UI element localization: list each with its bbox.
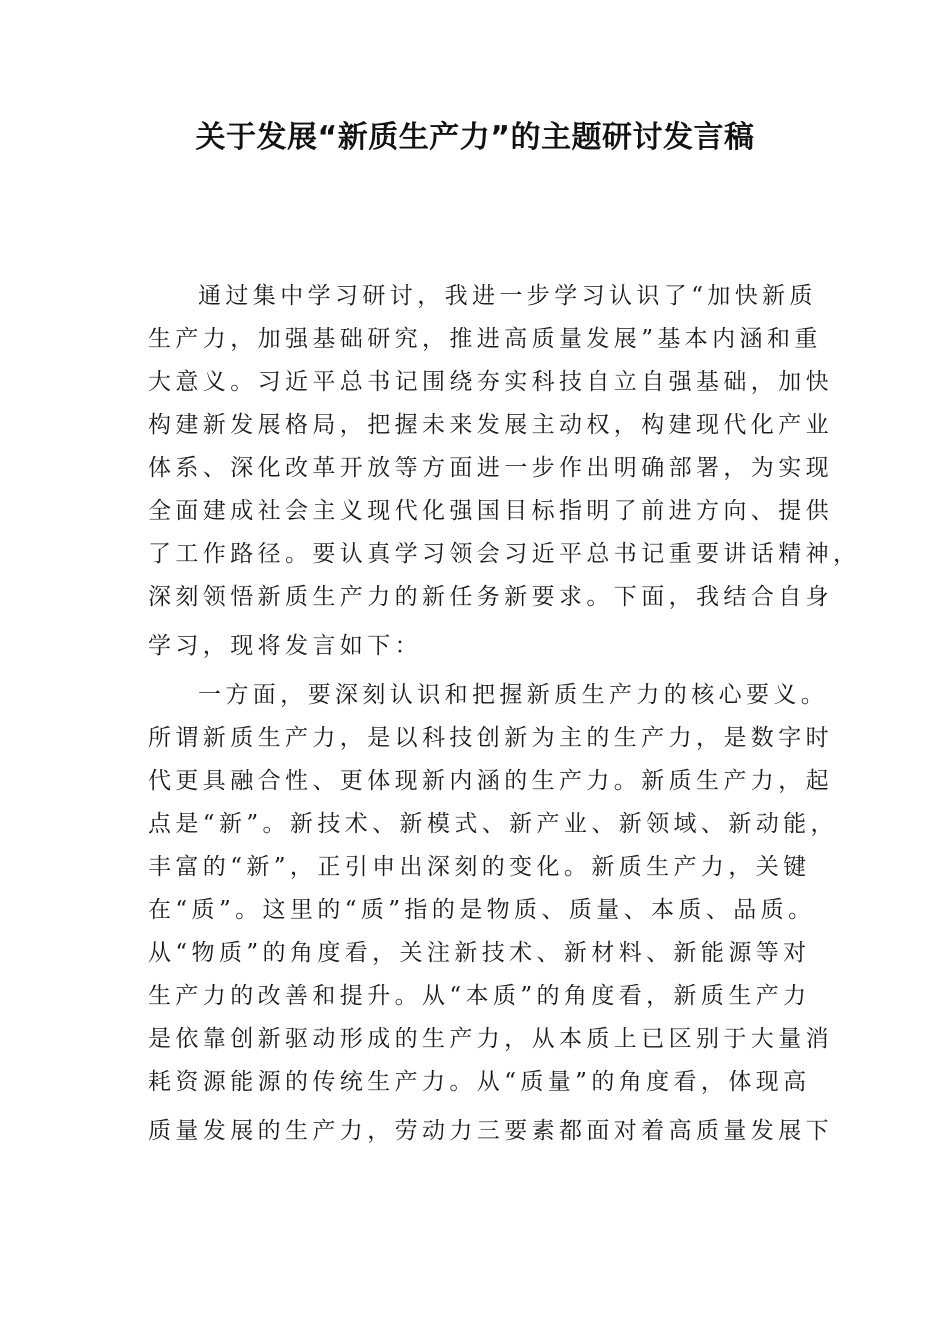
paragraph-line: 在“质”。这里的“质”指的是物质、质量、本质、品质。 — [148, 897, 816, 923]
paragraph-line: 从“物质”的角度看，关注新技术、新材料、新能源等对 — [148, 940, 811, 966]
document-body — [148, 275, 861, 1153]
paragraph-line: 深刻领悟新质生产力的新任务新要求。下面，我结合自身 — [148, 584, 833, 610]
document-title: 关于发展“新质生产力”的主题研讨发言稿 — [195, 120, 755, 155]
paragraph-line: 点是“新”。新技术、新模式、新产业、新领域、新动能， — [148, 811, 838, 837]
paragraph-line: 了工作路径。要认真学习领会习近平总书记重要讲话精神， — [148, 541, 861, 567]
paragraph-line: 耗资源能源的传统生产力。从“质量”的角度看，体现高 — [148, 1069, 811, 1095]
paragraph-line: 丰富的“新”，正引申出深刻的变化。新质生产力，关键 — [148, 854, 811, 880]
paragraph-line: 一方面，要深刻认识和把握新质生产力的核心要义。 — [198, 682, 829, 708]
paragraph-line: 生产力，加强基础研究，推进高质量发展”基本内涵和重 — [148, 326, 822, 352]
paragraph-line: 生产力的改善和提升。从“本质”的角度看，新质生产力 — [148, 983, 811, 1009]
paragraph-line: 大意义。习近平总书记围绕夯实科技自立自强基础，加快 — [148, 369, 833, 395]
paragraph-line: 所谓新质生产力，是以科技创新为主的生产力，是数字时 — [148, 725, 833, 751]
paragraph-line: 是依靠创新驱动形成的生产力，从本质上已区别于大量消 — [148, 1026, 833, 1052]
paragraph-line: 学习，现将发言如下： — [148, 633, 422, 659]
paragraph-line: 通过集中学习研讨，我进一步学习认识了“加快新质 — [198, 283, 817, 309]
paragraph-line: 质量发展的生产力，劳动力三要素都面对着高质量发展下 — [148, 1118, 833, 1144]
paragraph-line: 全面建成社会主义现代化强国目标指明了前进方向、提供 — [148, 498, 833, 524]
paragraph-line: 构建新发展格局，把握未来发展主动权，构建现代化产业 — [148, 412, 833, 438]
paragraph-line: 代更具融合性、更体现新内涵的生产力。新质生产力，起 — [148, 768, 833, 794]
paragraph-line: 体系、深化改革开放等方面进一步作出明确部署，为实现 — [148, 455, 833, 481]
